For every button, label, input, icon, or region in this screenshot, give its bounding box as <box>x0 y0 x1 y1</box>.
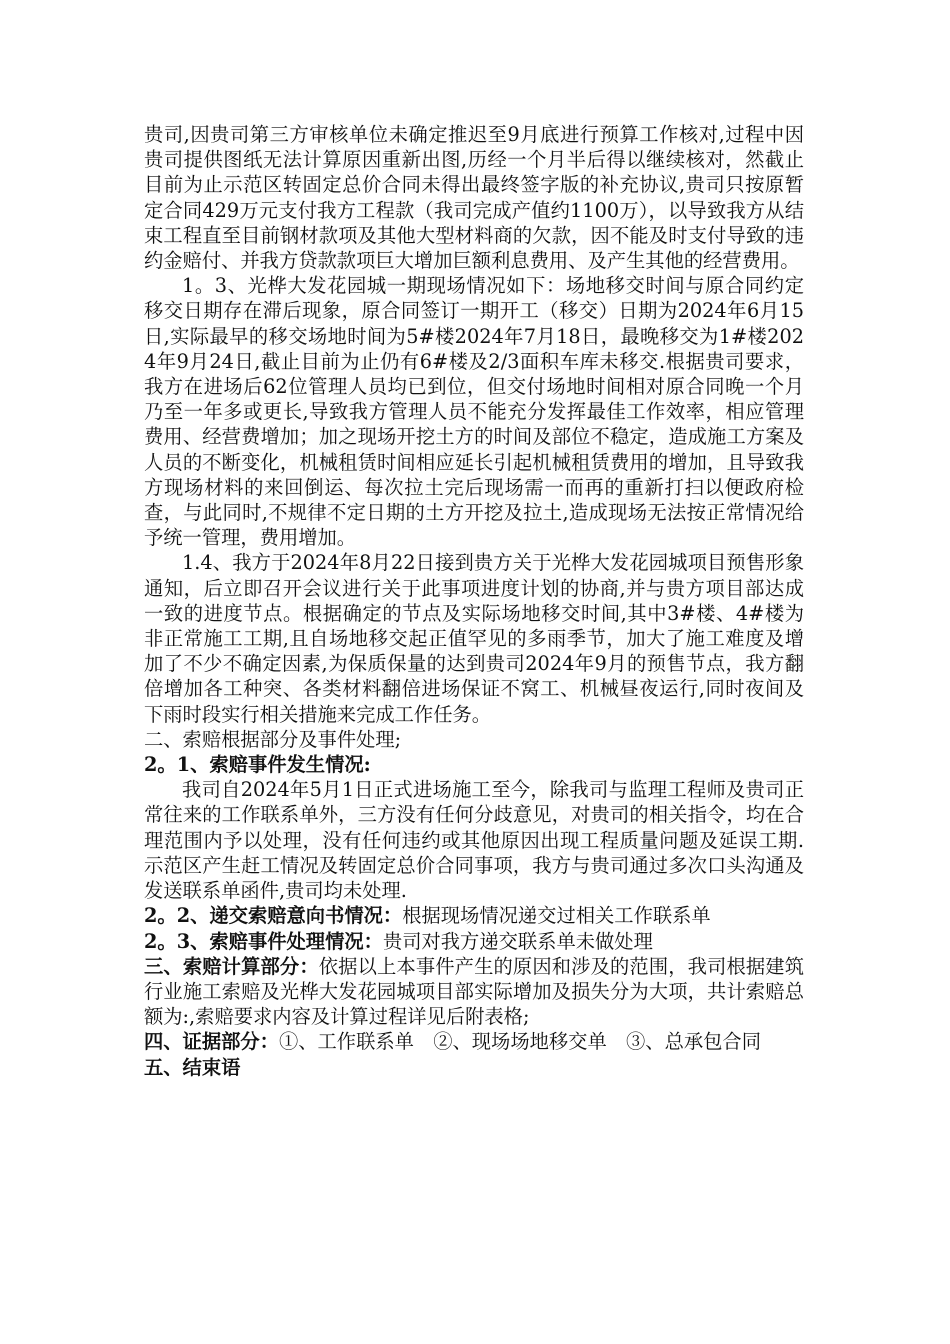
paragraph-claim-events: 我司自2024年5月1日正式进场施工至今，除我司与监理工程师及贵司正常往来的工作联系单外，三方没有任何分歧意见，对贵司的相关指令，均在合理范围内予以处理，没有任何违约或其他原因出现工程质量问题及延误工期.示范区产生赶工情况及转固定总价合同事项，我方与贵司通过多次口头沟通及发送联系单函件,贵司均未处理. <box>144 778 804 903</box>
section-claim-calculation-label: 三、索赔计算部分： <box>144 954 319 978</box>
paragraph-site-handover: 1。3、光桦大发花园城一期现场情况如下：场地移交时间与原合同约定移交日期存在滞后现象，原合同签订一期开工（移交）日期为2024年6月15日,实际最早的移交场地时间为5#楼2024年7月18日，最晚移交为1#楼2024年9月24日,截止目前为止仍有6#楼及2/3面积车库未移交.根据贵司要求，我方在进场后62位管理人员均已到位，但交付场地时间相对原合同晚一个月乃至一年多或更长,导致我方管理人员不能充分发挥最佳工作效率，相应管理费用、经营费增加；加之现场开挖土方的时间及部位不稳定，造成施工方案及人员的不断变化，机械租赁时间相应延长引起机械租赁费用的增加，且导致我方现场材料的来回倒运、每次拉土完后现场需一而再的重新打扫以便政府检查，与此同时,不规律不定日期的土方开挖及拉土,造成现场无法按正常情况给予统一管理，费用增加。 <box>144 274 804 550</box>
section-heading-conclusion: 五、结束语 <box>144 1055 241 1079</box>
subsection-claim-handling <box>144 929 804 954</box>
subsection-claim-handling-text: 贵司对我方递交联系单未做处理 <box>382 929 653 953</box>
section-claim-calculation <box>144 954 804 1030</box>
subsection-claim-intent-label: 2。2、递交索赔意向书情况： <box>144 904 403 928</box>
section-evidence-text: ①、工作联系单 ②、现场场地移交单 ③、总承包合同 <box>278 1030 761 1054</box>
subsection-claim-handling-label: 2。3、索赔事件处理情况： <box>144 929 383 953</box>
document-page <box>144 122 804 1080</box>
subsection-claim-intent <box>144 903 804 928</box>
paragraph-presale-notice: 1.4、我方于2024年8月22日接到贵方关于光桦大发花园城项目预售形象通知，后立即召开会议进行关于此事项进度计划的协商,并与贵方项目部达成一致的进度节点。根据确定的节点及实际场地移交时间,其中3#楼、4#楼为非正常施工工期,且自场地移交起正值罕见的多雨季节，加大了施工难度及增加了不少不确定因素,为保质保量的达到贵司2024年9月的预售节点，我方翻倍增加各工种突、各类材料翻倍进场保证不窝工、机械昼夜运行,同时夜间及下雨时段实行相关措施来完成工作任务。 <box>144 551 804 726</box>
section-claim-calculation-text: 依据以上本事件产生的原因和涉及的范围，我司根据建筑行业施工索赔及光桦大发花园城项目部实际增加及损失分为大项，共计索赔总额为:,索赔要求内容及计算过程详见后附表格; <box>144 954 805 1029</box>
paragraph-payment-delay: 贵司,因贵司第三方审核单位未确定推迟至9月底进行预算工作核对,过程中因贵司提供图纸无法计算原因重新出图,历经一个月半后得以继续核对，然截止目前为止示范区转固定总价合同未得出最终签字版的补充协议,贵司只按原暂定合同429万元支付我方工程款（我司完成产值约1100万），以导致我方从结束工程直至目前钢材款项及其他大型材料商的欠款，因不能及时支付导致的违约金赔付、并我方贷款款项巨大增加巨额利息费用、及产生其他的经营费用。 <box>144 123 804 273</box>
subsection-heading-claim-events: 2。1、索赔事件发生情况: <box>144 753 371 777</box>
section-evidence-label: 四、证据部分： <box>144 1030 279 1054</box>
section-evidence <box>144 1029 804 1054</box>
section-heading-claim-basis: 二、索赔根据部分及事件处理; <box>144 727 402 751</box>
subsection-claim-intent-text: 根据现场情况递交过相关工作联系单 <box>402 904 711 928</box>
